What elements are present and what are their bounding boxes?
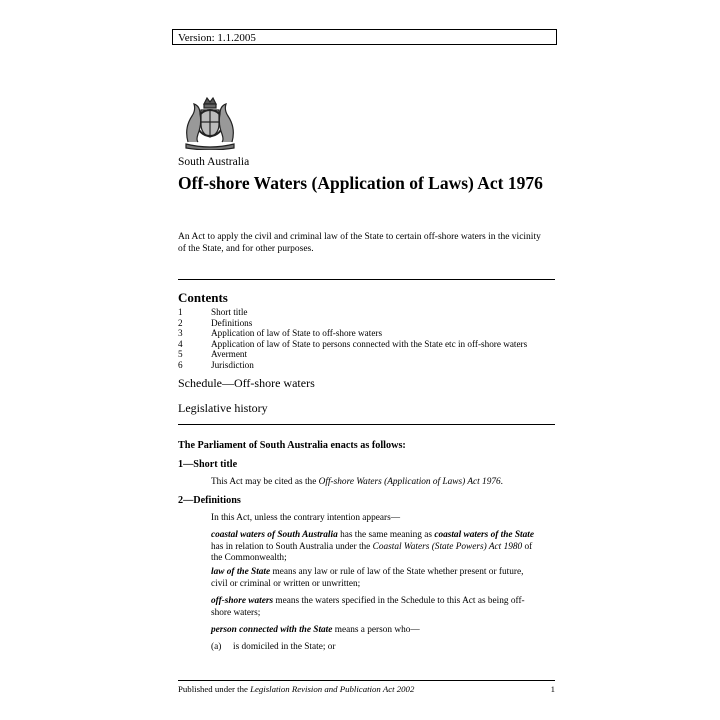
act-title: Off-shore Waters (Application of Laws) Act 1976 [178, 173, 543, 193]
section-heading: 1—Short title [178, 459, 238, 470]
toc-item[interactable]: 2 Definitions [178, 317, 253, 328]
definition: off-shore waters means the waters specified in the Schedule to this Act as being off-shore waters; [211, 596, 525, 618]
page-number: 1 [550, 684, 555, 694]
toc-item[interactable]: 1 Short title [178, 307, 248, 317]
published-note: Published under the Legislation Revision and Publication Act 2002 [178, 684, 415, 694]
enacting-words: The Parliament of South Australia enacts as follows: [178, 440, 406, 451]
long-title: An Act to apply the civil and criminal law of the State to certain off-shore waters in the vicinity of the State, and for other purposes. [178, 232, 541, 254]
section-heading: 2—Definitions [178, 495, 241, 506]
paragraph-a: (a) is domiciled in the State; or [211, 642, 336, 652]
divider [178, 279, 555, 280]
definition: law of the State means any law or rule of law of the State whether present or future, civil or criminal or written or unwritten; [211, 567, 524, 589]
toc-item[interactable]: 5 Averment [178, 349, 248, 360]
jurisdiction: South Australia [178, 156, 250, 168]
coat-of-arms-icon [180, 94, 240, 150]
footer-divider [178, 680, 555, 681]
toc-schedule[interactable]: Schedule—Off-shore waters [178, 376, 315, 390]
footer [178, 684, 555, 694]
toc-legislative-history[interactable]: Legislative history [178, 401, 268, 415]
contents-heading: Contents [178, 290, 228, 305]
version-label: Version: 1.1.2005 [172, 29, 557, 45]
section-text: This Act may be cited as the Off-shore Waters (Application of Laws) Act 1976. [211, 477, 503, 487]
definition: person connected with the State means a person who— [211, 625, 420, 635]
toc-item[interactable]: 3 Application of law of State to off-shore waters [178, 328, 383, 339]
toc-item[interactable]: 4 Application of law of State to persons connected with the State etc in off-shore waters [178, 338, 528, 349]
definition: coastal waters of South Australia has the same meaning as coastal waters of the State has in relation to South Australia under the Coastal Waters (State Powers) Act 1980 of the Commonwealth; [211, 530, 534, 564]
toc-item[interactable]: 6 Jurisdiction [178, 359, 254, 370]
definitions-intro: In this Act, unless the contrary intention appears— [211, 513, 400, 523]
divider [178, 424, 555, 425]
contents-list [178, 307, 527, 371]
